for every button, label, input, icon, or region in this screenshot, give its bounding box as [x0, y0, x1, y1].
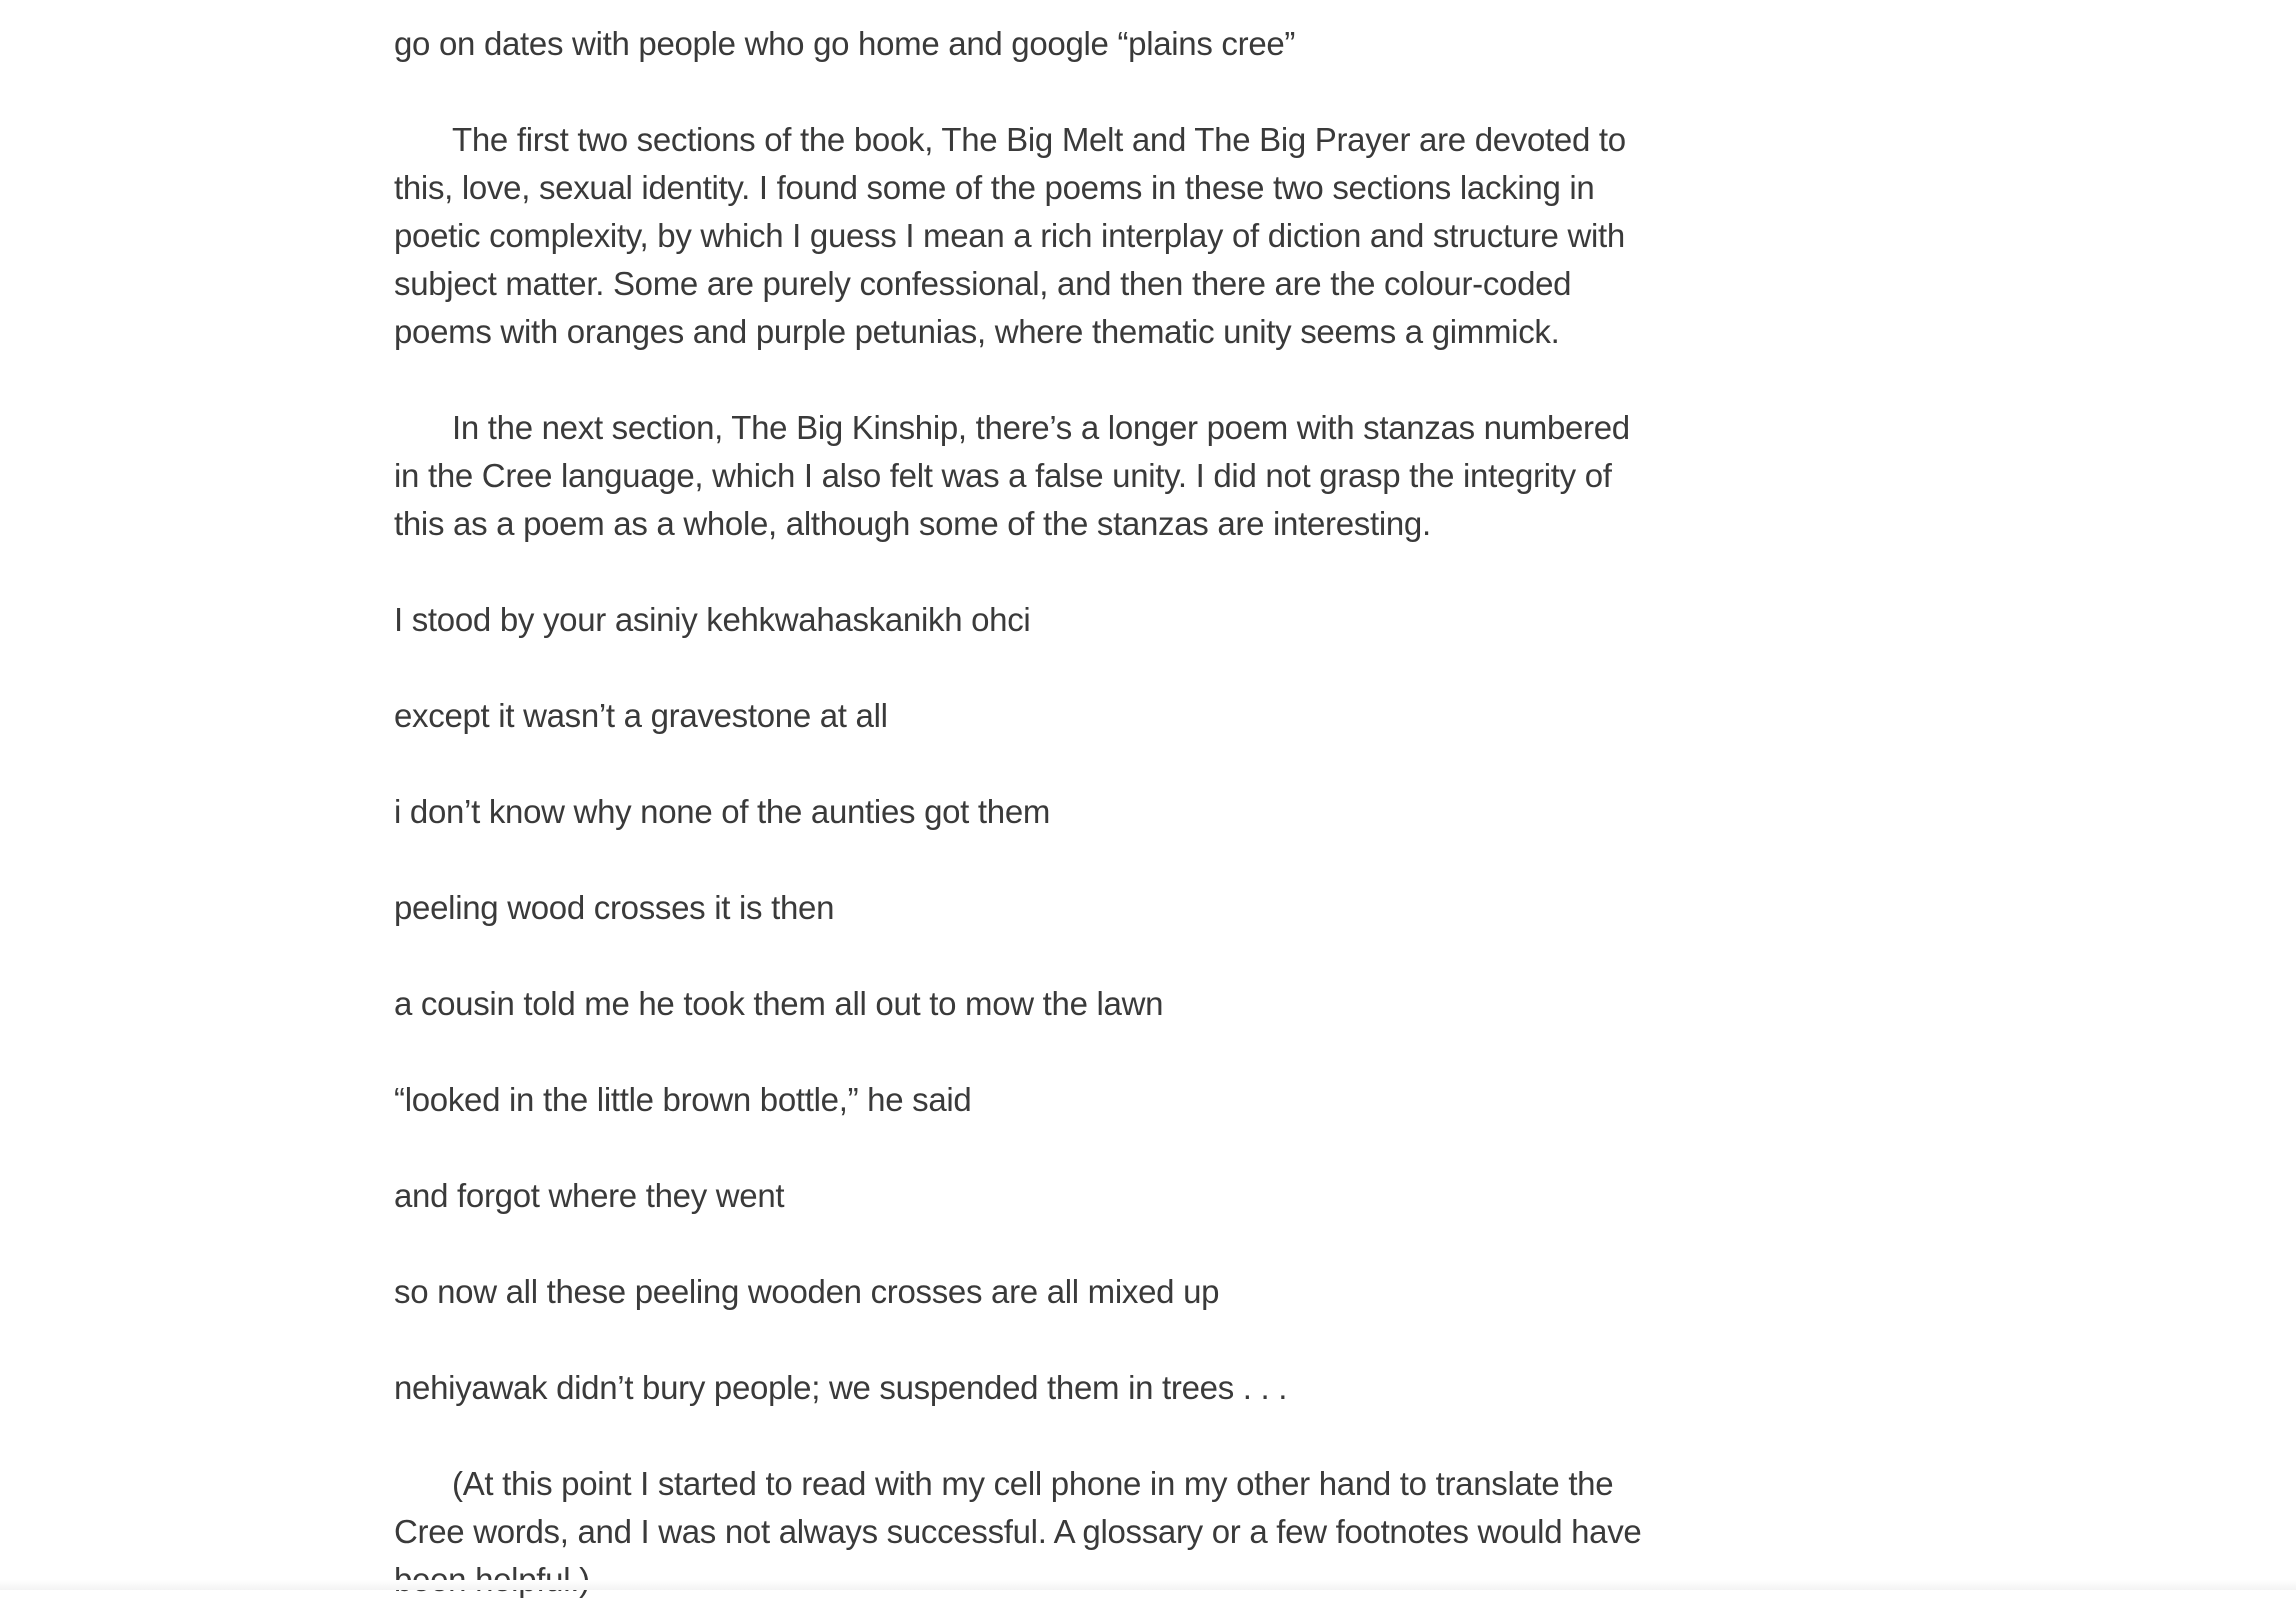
- poem-quote-line: a cousin told me he took them all out to mow the lawn: [394, 985, 1164, 1022]
- review-paragraph: [394, 404, 1642, 548]
- poem-quote-line: so now all these peeling wooden crosses are all mixed up: [394, 1273, 1220, 1310]
- review-paragraph: [394, 116, 1642, 356]
- poem-quote-line: except it wasn’t a gravestone at all: [394, 697, 888, 734]
- poem-quote-line: and forgot where they went: [394, 1177, 785, 1214]
- poem-quote-line: peeling wood crosses it is then: [394, 889, 835, 926]
- paragraph-text: The first two sections of the book, The Big Melt and The Big Prayer are devoted to this, love, sexual identity. I found some of the poems in these two sections lacking in poetic complexity, by which I guess I mean a rich interplay of diction and structure with subject matter. Some are purely confessional, and then there are the colour-coded poems with oranges and purple petunias, where thematic unity seems a gimmick.: [394, 121, 1626, 350]
- poem-quote-line: I stood by your asiniy kehkwahaskanikh ohci: [394, 601, 1031, 638]
- poem-quote-line: “looked in the little brown bottle,” he said: [394, 1081, 972, 1118]
- paragraph-text: (At this point I started to read with my cell phone in my other hand to translate the Cree words, and I was not always successful. A glossary or a few footnotes would have: [394, 1465, 1642, 1550]
- poem-quote-line: nehiyawak didn’t bury people; we suspended them in trees . . .: [394, 1369, 1288, 1406]
- page-bottom-edge: [0, 1580, 2296, 1590]
- poem-quote-line: i don’t know why none of the aunties got them: [394, 793, 1051, 830]
- paragraph-text: In the next section, The Big Kinship, there’s a longer poem with stanzas numbered in the Cree language, which I also felt was a false unity. I did not grasp the integrity of this as a poem as a whole, although some of the stanzas are interesting.: [394, 409, 1630, 542]
- poem-quote-line: go on dates with people who go home and google “plains cree”: [394, 25, 1296, 62]
